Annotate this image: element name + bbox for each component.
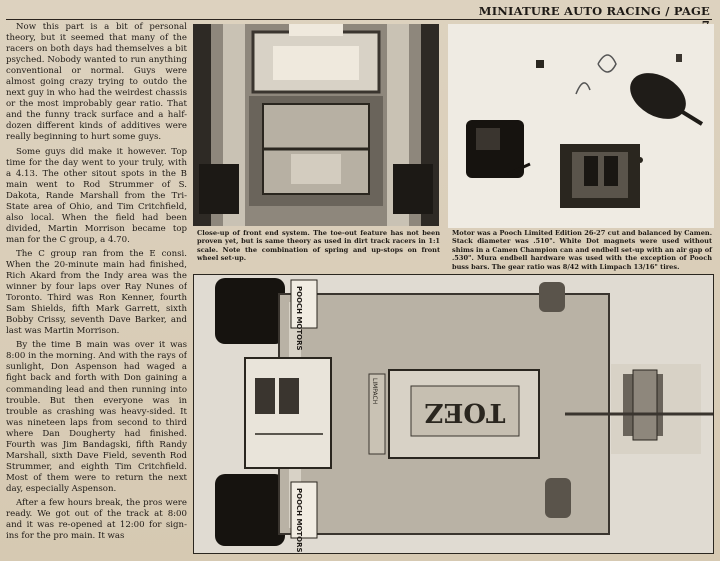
motor-label-text: TOEZ [424,397,506,427]
sticker-bottom-text: POOCH MOTORS [295,488,303,553]
motor-caption: Motor was a Pooch Limited Edition 26-27 cut and balanced by Camen. Stack diameter was .510". White Dot magnets were used without shims in a Camen Champion can and endbell set-up with an air gap of .530". Mura endbell hardware was used with the exception of Pooch buss bars. The gear ratio was 8/42 with Limpach 13/16" tires. [452,229,712,271]
limpach-label-text: LIMPACH [371,378,378,405]
chassis-photo [193,274,714,554]
sticker-top-text: POOCH MOTORS [295,286,303,351]
paragraph-2: Some guys did make it however. Top time for the day went to your truly, with a 4.13. The other sitout spots in the B main went to Rod Strummer of S. Dakota, Rande Marshall from the Tri-State area of Ohio, and Tim Critchfield, also local. When the field had been divided, Martin Morrison became top man for the C group, a 4.70. [6,146,187,245]
paragraph-5: After a few hours break, the pros were ready. We got out of the track at 8:00 and it was re-opened at 12:00 for sign-ins for the pro main. It was [6,497,187,542]
paragraph-1: Now this part is a bit of personal theory, but it seemed that many of the racers on both days had themselves a bit psyched. Nobody wanted to run anything conventional or normal. Guys were almost going crazy trying to outdo the next guy in who had the weirdest chassis or the most improbably gear ratio. That and the funny track surface and a half-dozen different kinds of additives were really beginning to hurt some guys. [6,22,187,143]
front-end-caption: Close-up of front end system. The toe-out feature has not been proven yet, but is same theory as used in dirt track racers in 1:1 scale. Note the combination of spring and up-stops on front wheel set-up. [197,229,440,263]
page-header: MINIATURE AUTO RACING / PAGE [478,4,710,18]
paragraph-3: The C group ran from the E consi. When the 20-minute main had finished, Rich Akard from the Indy area was the winner by four laps over Ray Nunes of Toronto. Third was Ron Kenner, fourth Sam Shields, fifth Mark Garrett, sixth Bobby Crissy, seventh Dave Barker, and last was Martin Morrison. [6,248,187,337]
header-rule [6,19,712,20]
article-column [6,22,187,561]
front-end-photo [193,24,439,226]
motor-photo [448,24,714,228]
paragraph-4: By the time B main was over it was 8:00 in the morning. And with the rays of sunlight, Don Aspenson had waged a fight back and forth with Don gaining a commanding lead and then running into trouble. But then everyone was in trouble as crashing was heavy-sided. It was nineteen laps from second to third where Dan Dougherty had finished. Fourth was Jim Bandagski, fifth Randy Marshall, sixth Dave Field, seventh Rod Strummer, and eighth Tim Critchfield. Most of them were to return the next day, especially Aspenson. [6,340,187,494]
